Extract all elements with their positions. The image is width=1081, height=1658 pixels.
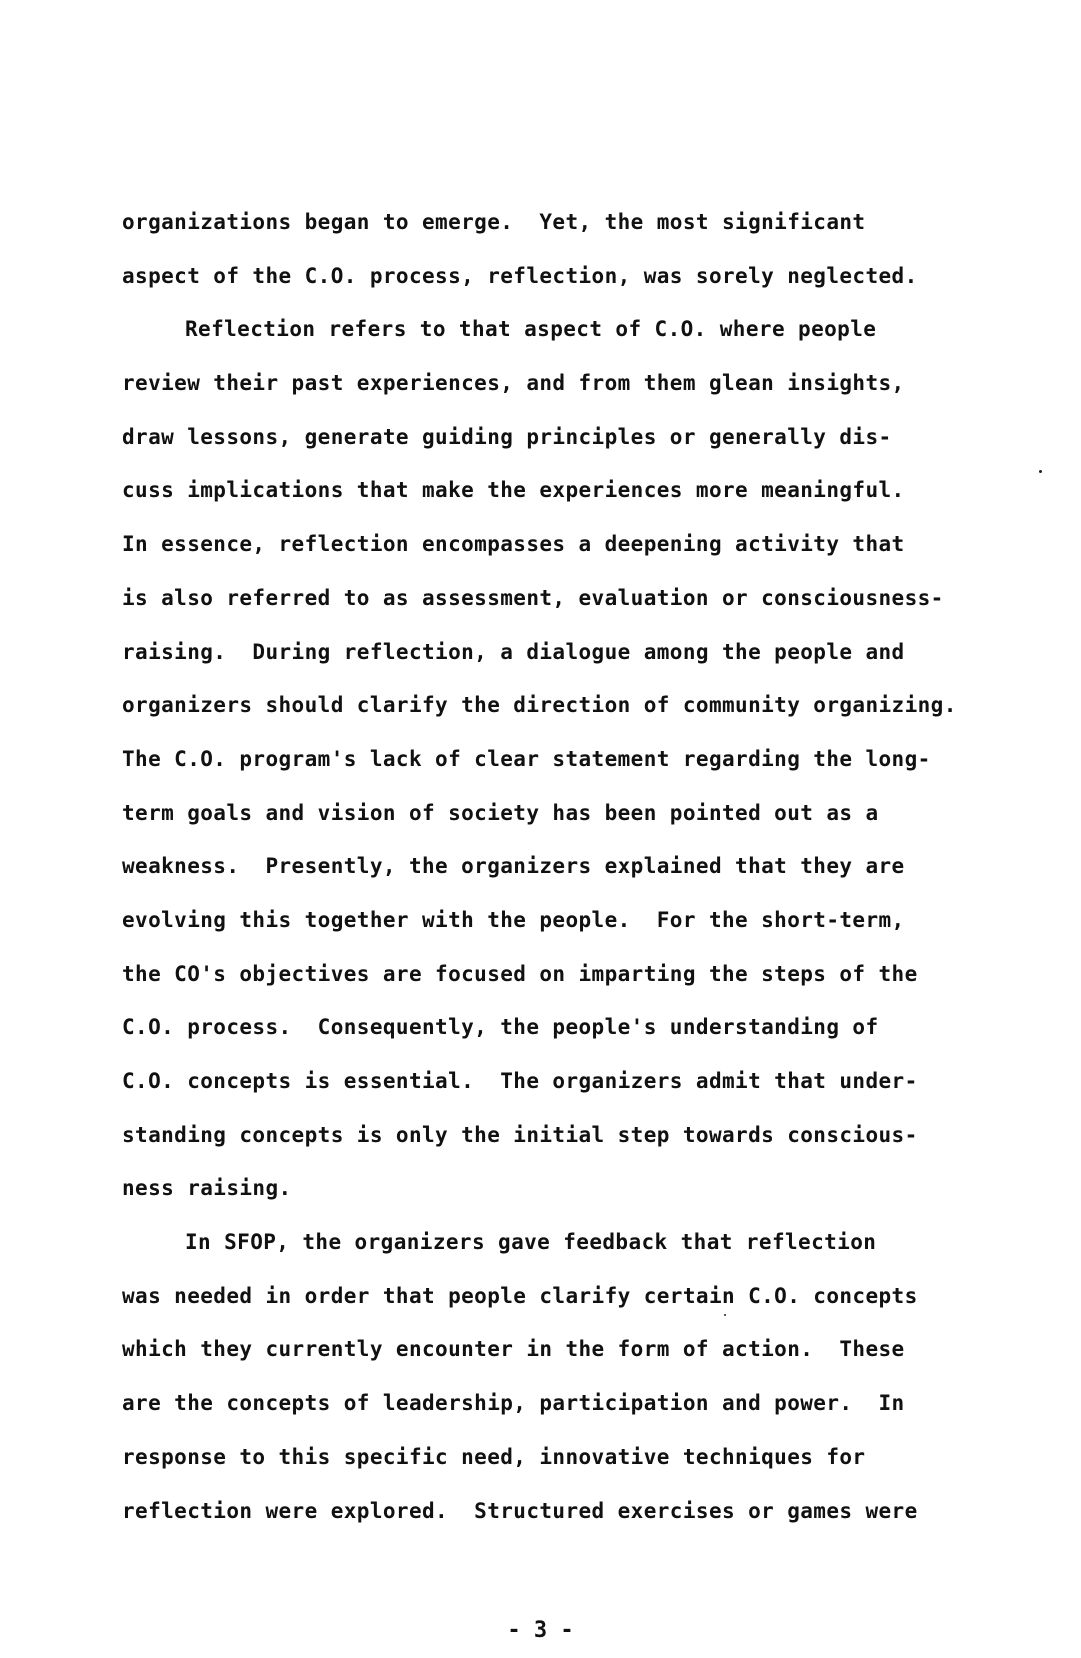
text-line: are the concepts of leadership, participation and power. In — [122, 1391, 905, 1416]
text-line: is also referred to as assessment, evaluation or consciousness- — [122, 585, 944, 610]
text-line: aspect of the C.O. process, reflection, was sorely neglected. — [122, 263, 918, 288]
text-line: In essence, reflection encompasses a deepening activity that — [122, 532, 905, 557]
page-number: - 3 - — [507, 1618, 574, 1643]
text-line: Reflection refers to that aspect of C.O. where people — [185, 317, 877, 342]
text-line: C.O. concepts is essential. The organizers admit that under- — [122, 1069, 918, 1093]
text-line: C.O. process. Consequently, the people's understanding of — [122, 1015, 879, 1040]
scan-speck — [724, 1314, 726, 1316]
text-line: review their past experiences, and from them glean insights, — [122, 371, 905, 396]
text-line: weakness. Presently, the organizers explained that they are — [122, 854, 905, 879]
text-line: The C.O. program's lack of clear statement regarding the long- — [122, 746, 931, 771]
text-line: which they currently encounter in the form of action. These — [122, 1337, 905, 1362]
text-line: cuss implications that make the experiences more meaningful. — [122, 478, 905, 503]
text-line: evolving this together with the people. For the short-term, — [122, 907, 905, 932]
text-line: draw lessons, generate guiding principles or generally dis- — [122, 424, 892, 449]
scan-speck — [1039, 470, 1042, 473]
text-line: In SFOP, the organizers gave feedback that reflection — [185, 1230, 877, 1255]
text-line: response to this specific need, innovative techniques for — [122, 1444, 866, 1469]
text-line: organizers should clarify the direction of community organizing. — [122, 693, 957, 718]
text-line: raising. During reflection, a dialogue among the people and — [122, 639, 905, 664]
text-line: standing concepts is only the initial step towards conscious- — [122, 1122, 918, 1147]
text-line: the CO's objectives are focused on imparting the steps of the — [122, 961, 918, 986]
text-line: was needed in order that people clarify certain C.O. concepts — [122, 1283, 918, 1308]
text-line: term goals and vision of society has been pointed out as a — [122, 800, 879, 825]
text-line: reflection were explored. Structured exercises or games were — [122, 1498, 918, 1523]
body-text — [122, 196, 957, 1538]
text-line: ness raising. — [122, 1176, 292, 1201]
text-line: organizations began to emerge. Yet, the most significant — [122, 210, 866, 234]
